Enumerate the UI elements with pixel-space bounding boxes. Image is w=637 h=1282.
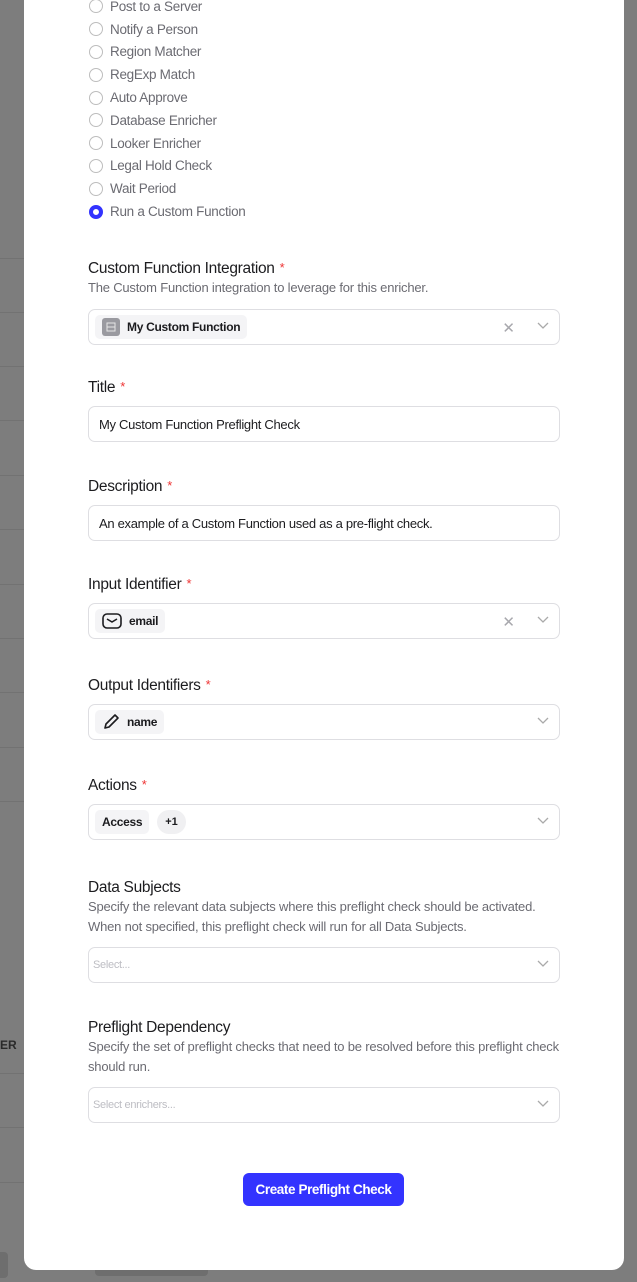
output-identifiers-field: Output Identifiers * name <box>88 677 560 740</box>
chevron-down-icon[interactable] <box>537 817 549 825</box>
integration-select[interactable]: My Custom Function ✕ <box>88 309 560 345</box>
radio-label: Database Enricher <box>110 112 217 128</box>
integration-label: Custom Function Integration <box>88 260 275 277</box>
radio-label: Notify a Person <box>110 21 198 37</box>
radio-unchecked-icon[interactable] <box>89 22 103 36</box>
radio-unchecked-icon[interactable] <box>89 91 103 105</box>
radio-option[interactable] <box>88 177 246 200</box>
radio-unchecked-icon[interactable] <box>89 136 103 150</box>
table-icon <box>102 318 120 336</box>
pencil-icon <box>102 713 120 731</box>
radio-label: Wait Period <box>110 181 176 197</box>
radio-unchecked-icon[interactable] <box>89 68 103 82</box>
input-identifier-field: Input Identifier * email ✕ <box>88 576 560 639</box>
description-input[interactable]: An example of a Custom Function used as a pre-flight check. <box>88 505 560 541</box>
radio-label: RegExp Match <box>110 67 195 83</box>
radio-label: Run a Custom Function <box>110 204 246 220</box>
radio-option[interactable] <box>88 18 246 41</box>
radio-label: Auto Approve <box>110 90 188 106</box>
radio-unchecked-icon[interactable] <box>89 159 103 173</box>
radio-label: Region Matcher <box>110 44 202 60</box>
radio-option[interactable] <box>88 86 246 109</box>
clear-icon[interactable]: ✕ <box>502 614 515 631</box>
create-preflight-check-button[interactable]: Create Preflight Check <box>243 1173 404 1206</box>
actions-field: Actions * Access +1 <box>88 777 560 840</box>
radio-checked-icon[interactable] <box>89 205 103 219</box>
enricher-type-radio-group <box>88 0 246 223</box>
chevron-down-icon[interactable] <box>537 717 549 725</box>
radio-unchecked-icon[interactable] <box>89 113 103 127</box>
description-field: Description * An example of a Custom Function used as a pre-flight check. <box>88 478 560 541</box>
radio-option[interactable] <box>88 0 246 18</box>
radio-option[interactable] <box>88 109 246 132</box>
envelope-icon <box>102 613 122 629</box>
background-column-header: ER <box>0 1038 17 1052</box>
chevron-down-icon[interactable] <box>537 1100 549 1108</box>
preflight-dependency-select[interactable]: Select enrichers... <box>88 1087 560 1123</box>
input-identifier-select[interactable]: email ✕ <box>88 603 560 639</box>
radio-unchecked-icon[interactable] <box>89 182 103 196</box>
title-field: Title * My Custom Function Preflight Check <box>88 379 560 442</box>
radio-label: Legal Hold Check <box>110 158 212 174</box>
radio-unchecked-icon[interactable] <box>89 45 103 59</box>
radio-label: Looker Enricher <box>110 135 201 151</box>
actions-select[interactable] <box>88 804 560 840</box>
chevron-down-icon[interactable] <box>537 616 549 624</box>
radio-option[interactable] <box>88 132 246 155</box>
radio-option[interactable] <box>88 155 246 178</box>
integration-field: Custom Function Integration * The Custom Function integration to leverage for this enricher. My Custom Function ✕ <box>88 260 560 345</box>
chevron-down-icon[interactable] <box>537 322 549 330</box>
more-count-badge: +1 <box>157 810 186 834</box>
title-input[interactable]: My Custom Function Preflight Check <box>88 406 560 442</box>
output-identifiers-select[interactable]: name <box>88 704 560 740</box>
chevron-down-icon[interactable] <box>537 960 549 968</box>
integration-help: The Custom Function integration to leverage for this enricher. <box>88 280 429 295</box>
data-subjects-select[interactable]: Select... <box>88 947 560 983</box>
radio-unchecked-icon[interactable] <box>89 0 103 13</box>
radio-option[interactable] <box>88 41 246 64</box>
radio-label: Post to a Server <box>110 0 202 14</box>
action-chip: Access <box>95 810 149 834</box>
radio-option[interactable] <box>88 200 246 223</box>
clear-icon[interactable]: ✕ <box>502 320 515 337</box>
preflight-dependency-field: Preflight Dependency Specify the set of preflight checks that need to be resolved before this preflight check should run. Select enrichers... <box>88 1019 560 1123</box>
data-subjects-field: Data Subjects Specify the relevant data subjects where this preflight check should be activated. When not specified, this preflight check will run for all Data Subjects. Select... <box>88 879 560 983</box>
radio-option[interactable] <box>88 63 246 86</box>
